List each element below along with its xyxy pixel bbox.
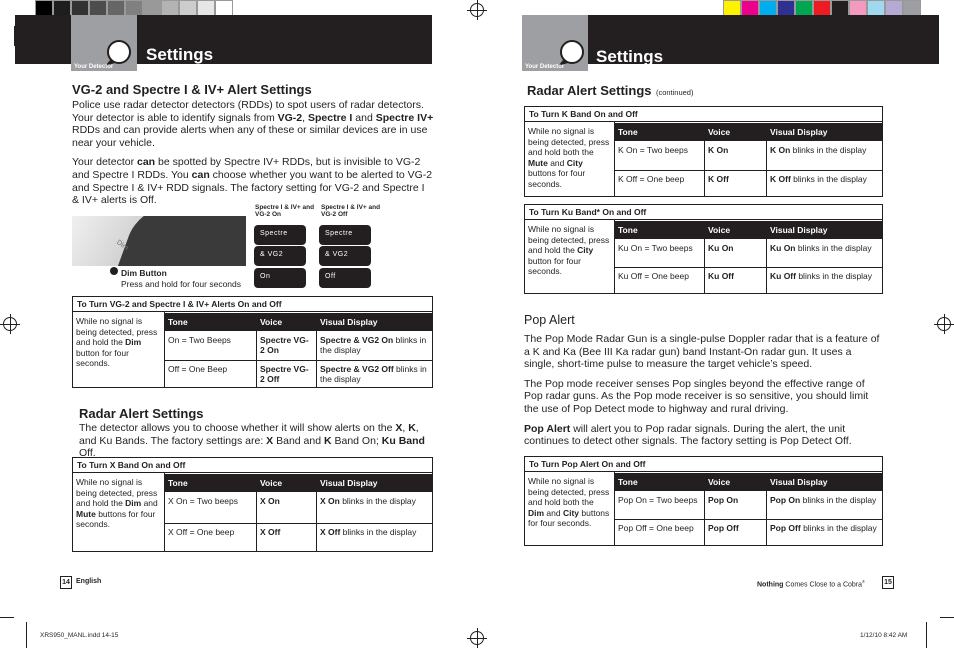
paragraph-intro: Police use radar detector detectors (RDDs) to spot users of radar detectors. Your detector is able to identify signals from VG-2, Spectre I and Spectre IV+ RDDs and can provide alerts when any of these or similar devices are in use near your vehicle.	[72, 99, 434, 149]
table-cell: K On	[708, 145, 729, 155]
table-instruction: While no signal is being detected, press and hold the Dim and Mute buttons for four seconds.	[76, 477, 158, 530]
registration-mark-icon	[470, 3, 484, 17]
tab-label: Your Detector	[525, 64, 565, 70]
table-header-row	[614, 473, 882, 491]
table-cell: Pop On	[708, 495, 739, 505]
table-cell: K On = Two beeps	[618, 145, 689, 155]
table-cell: X On = Two beeps	[168, 496, 239, 506]
table-header-cell: Visual Display	[770, 127, 828, 137]
table-cell: Ku Off = One beep	[618, 271, 689, 281]
table-cell: Ku Off	[708, 271, 734, 281]
table-cell: X Off = One beep	[168, 526, 235, 537]
table-column-divider	[704, 491, 705, 545]
table-cell: Pop Off blinks in the display	[770, 523, 877, 533]
table-row-divider	[164, 523, 432, 524]
table-instruction: While no signal is being detected, press and hold both the Dim and City buttons for four seconds.	[528, 476, 610, 529]
table-header-cell: Visual Display	[320, 317, 378, 327]
table-cell: K Off	[708, 173, 729, 184]
table-cell: X On blinks in the display	[320, 496, 416, 506]
pop-alert-table	[524, 456, 883, 546]
dim-button-title: Dim Button	[121, 268, 167, 278]
k-band-table	[524, 106, 883, 197]
table-header-cell: Tone	[168, 317, 188, 327]
detector-logo-icon	[556, 37, 586, 67]
x-band-table	[72, 457, 433, 552]
table-header-cell: Voice	[260, 317, 283, 327]
footer-language: English	[76, 578, 102, 585]
display-on-line3: On	[254, 268, 306, 288]
table-header-cell: Voice	[260, 478, 283, 488]
table-cell: Spectre & VG2 On blinks in the display	[320, 335, 427, 355]
table-column-divider	[256, 331, 257, 387]
table-cell: K Off = One beep	[618, 173, 685, 184]
table-header-row	[164, 313, 432, 331]
display-off-line1: Spectre	[319, 225, 371, 245]
detector-logo-icon	[103, 37, 133, 67]
table-title: To Turn X Band On and Off	[73, 458, 432, 473]
display-off-line3: Off	[319, 268, 371, 288]
pop-alert-title: Pop Alert	[524, 313, 575, 327]
table-row-divider	[614, 519, 882, 520]
table-title: To Turn VG-2 and Spectre I & IV+ Alerts On and Off	[73, 297, 432, 312]
table-row-divider	[614, 170, 882, 171]
table-cell: Ku On blinks in the display	[770, 243, 872, 253]
table-header-cell: Visual Display	[320, 478, 378, 488]
footer-tagline: Nothing Comes Close to a Cobra®	[757, 579, 865, 589]
table-column-divider	[316, 492, 317, 551]
pop-paragraph-3: Pop Alert will alert you to Pop radar signals. During the alert, the unit continues to detect other signals. The factory setting is Pop Detect Off.	[524, 422, 852, 448]
table-cell: K Off blinks in the display	[770, 173, 867, 184]
table-cell: Off = One Beep	[168, 364, 228, 374]
crop-mark	[0, 617, 14, 618]
table-cell: X Off	[260, 526, 281, 537]
detector-illustration	[72, 216, 246, 266]
page-number-left: 14	[60, 576, 72, 589]
paragraph-detection: Your detector can be spotted by Spectre IV+ RDDs, but is invisible to VG-2 and Spectre I RDDs. You can choose whether you want to be alerted to VG-2 and Spectre I & IV+ RDD signals. The factory setting for VG-2 and Spectre I & IV+ alerts is Off.	[72, 156, 433, 207]
table-cell: Ku Off blinks in the display	[770, 271, 873, 281]
table-cell: Pop Off = One beep	[618, 523, 694, 533]
page-number-right: 15	[882, 576, 894, 589]
table-cell: Ku On	[708, 243, 734, 253]
section-title-vg2: VG-2 and Spectre I & IV+ Alert Settings	[72, 82, 312, 97]
table-cell: Spectre & VG2 Off blinks in the display	[320, 364, 427, 384]
ku-band-table	[524, 204, 883, 294]
table-row-divider	[164, 360, 432, 361]
registration-mark-icon	[937, 317, 951, 331]
table-cell: Pop Off	[708, 523, 739, 533]
page-title: Settings	[146, 45, 214, 64]
table-header-row	[614, 123, 882, 141]
table-header-cell: Voice	[708, 225, 731, 235]
slug-date: 1/12/10 8:42 AM	[860, 632, 908, 639]
paragraph-radar: The detector allows you to choose whether it will show alerts on the X, K, and Ku Bands. The factory settings are: X Band and K Band On; Ku Band Off.	[79, 422, 425, 460]
section-title-radar-continued	[527, 82, 693, 100]
section-tab-right	[522, 15, 588, 71]
section-suffix: (continued)	[655, 88, 694, 97]
table-header-cell: Tone	[618, 477, 638, 487]
section-title-text: Radar Alert Settings	[527, 83, 652, 98]
dim-button-desc: Press and hold for four seconds	[121, 279, 242, 289]
table-header-cell: Tone	[168, 478, 188, 488]
display-off-caption: Spectre I & IV+ and VG-2 Off	[321, 204, 381, 218]
section-tab-left	[71, 15, 137, 71]
slug-filename: XRS950_MANL.indd 14-15	[40, 632, 119, 639]
table-row-divider	[614, 267, 882, 268]
table-header-cell: Visual Display	[770, 477, 828, 487]
crop-mark	[940, 617, 954, 618]
crop-mark	[926, 622, 927, 648]
table-header-cell: Visual Display	[770, 225, 828, 235]
table-header-row	[614, 221, 882, 239]
table-cell: Spectre VG-2 Off	[260, 364, 309, 384]
table-column-divider	[766, 239, 767, 293]
table-header-cell: Tone	[618, 225, 638, 235]
vg2-settings-table	[72, 296, 433, 388]
section-title-radar: Radar Alert Settings	[79, 406, 204, 421]
table-instruction: While no signal is being detected, press and hold both the Mute and City buttons for four seconds.	[528, 126, 610, 189]
table-cell: Pop On blinks in the display	[770, 495, 877, 505]
dim-label-on-device: Dim	[115, 239, 130, 252]
table-title: To Turn Pop Alert On and Off	[525, 457, 882, 472]
table-column-divider	[766, 491, 767, 545]
table-cell: Spectre VG-2 On	[260, 335, 309, 355]
display-on-caption: Spectre I & IV+ and VG-2 On	[255, 204, 315, 218]
dim-button-bullet-icon	[110, 267, 118, 275]
table-header-row	[164, 474, 432, 492]
table-cell: On = Two Beeps	[168, 335, 231, 345]
table-column-divider	[704, 141, 705, 196]
table-column-divider	[766, 141, 767, 196]
pop-paragraph-1: The Pop Mode Radar Gun is a single-pulse Doppler radar that is a feature of a K and Ka (Bee III Ka radar gun) band Instant-On radar gun. It uses a single, short-time pulse to measure the target vehicle’s speed.	[524, 333, 880, 371]
table-column-divider	[256, 492, 257, 551]
table-column-divider	[704, 239, 705, 293]
table-cell: Pop On = Two beeps	[618, 495, 698, 505]
page-title: Settings	[596, 47, 664, 66]
table-header-cell: Voice	[708, 477, 731, 487]
table-cell: Ku On = Two beeps	[618, 243, 693, 253]
display-off-line2: & VG2	[319, 246, 371, 266]
table-column-divider	[316, 331, 317, 387]
table-cell: K On blinks in the display	[770, 145, 867, 155]
table-cell: X Off blinks in the display	[320, 526, 417, 537]
tab-label: Your Detector	[74, 64, 114, 70]
pop-paragraph-2: The Pop mode receiver senses Pop singles beyond the effective range of Pop radar guns. As the Pop mode receiver is so sensitive, you should limit the use of Pop Detect mode to highway and rural driving.	[524, 377, 869, 415]
table-instruction: While no signal is being detected, press and hold the City button for four seconds.	[528, 224, 610, 277]
registration-mark-icon	[470, 631, 484, 645]
registration-mark-icon	[3, 317, 17, 331]
crop-mark	[26, 622, 27, 648]
table-title: To Turn Ku Band* On and Off	[525, 205, 882, 220]
table-header-cell: Voice	[708, 127, 731, 137]
table-cell: X On	[260, 496, 280, 506]
table-title: To Turn K Band On and Off	[525, 107, 882, 122]
table-header-cell: Tone	[618, 127, 638, 137]
display-on-line2: & VG2	[254, 246, 306, 266]
display-on-line1: Spectre	[254, 225, 306, 245]
table-instruction: While no signal is being detected, press and hold the Dim button for four seconds.	[76, 316, 158, 369]
